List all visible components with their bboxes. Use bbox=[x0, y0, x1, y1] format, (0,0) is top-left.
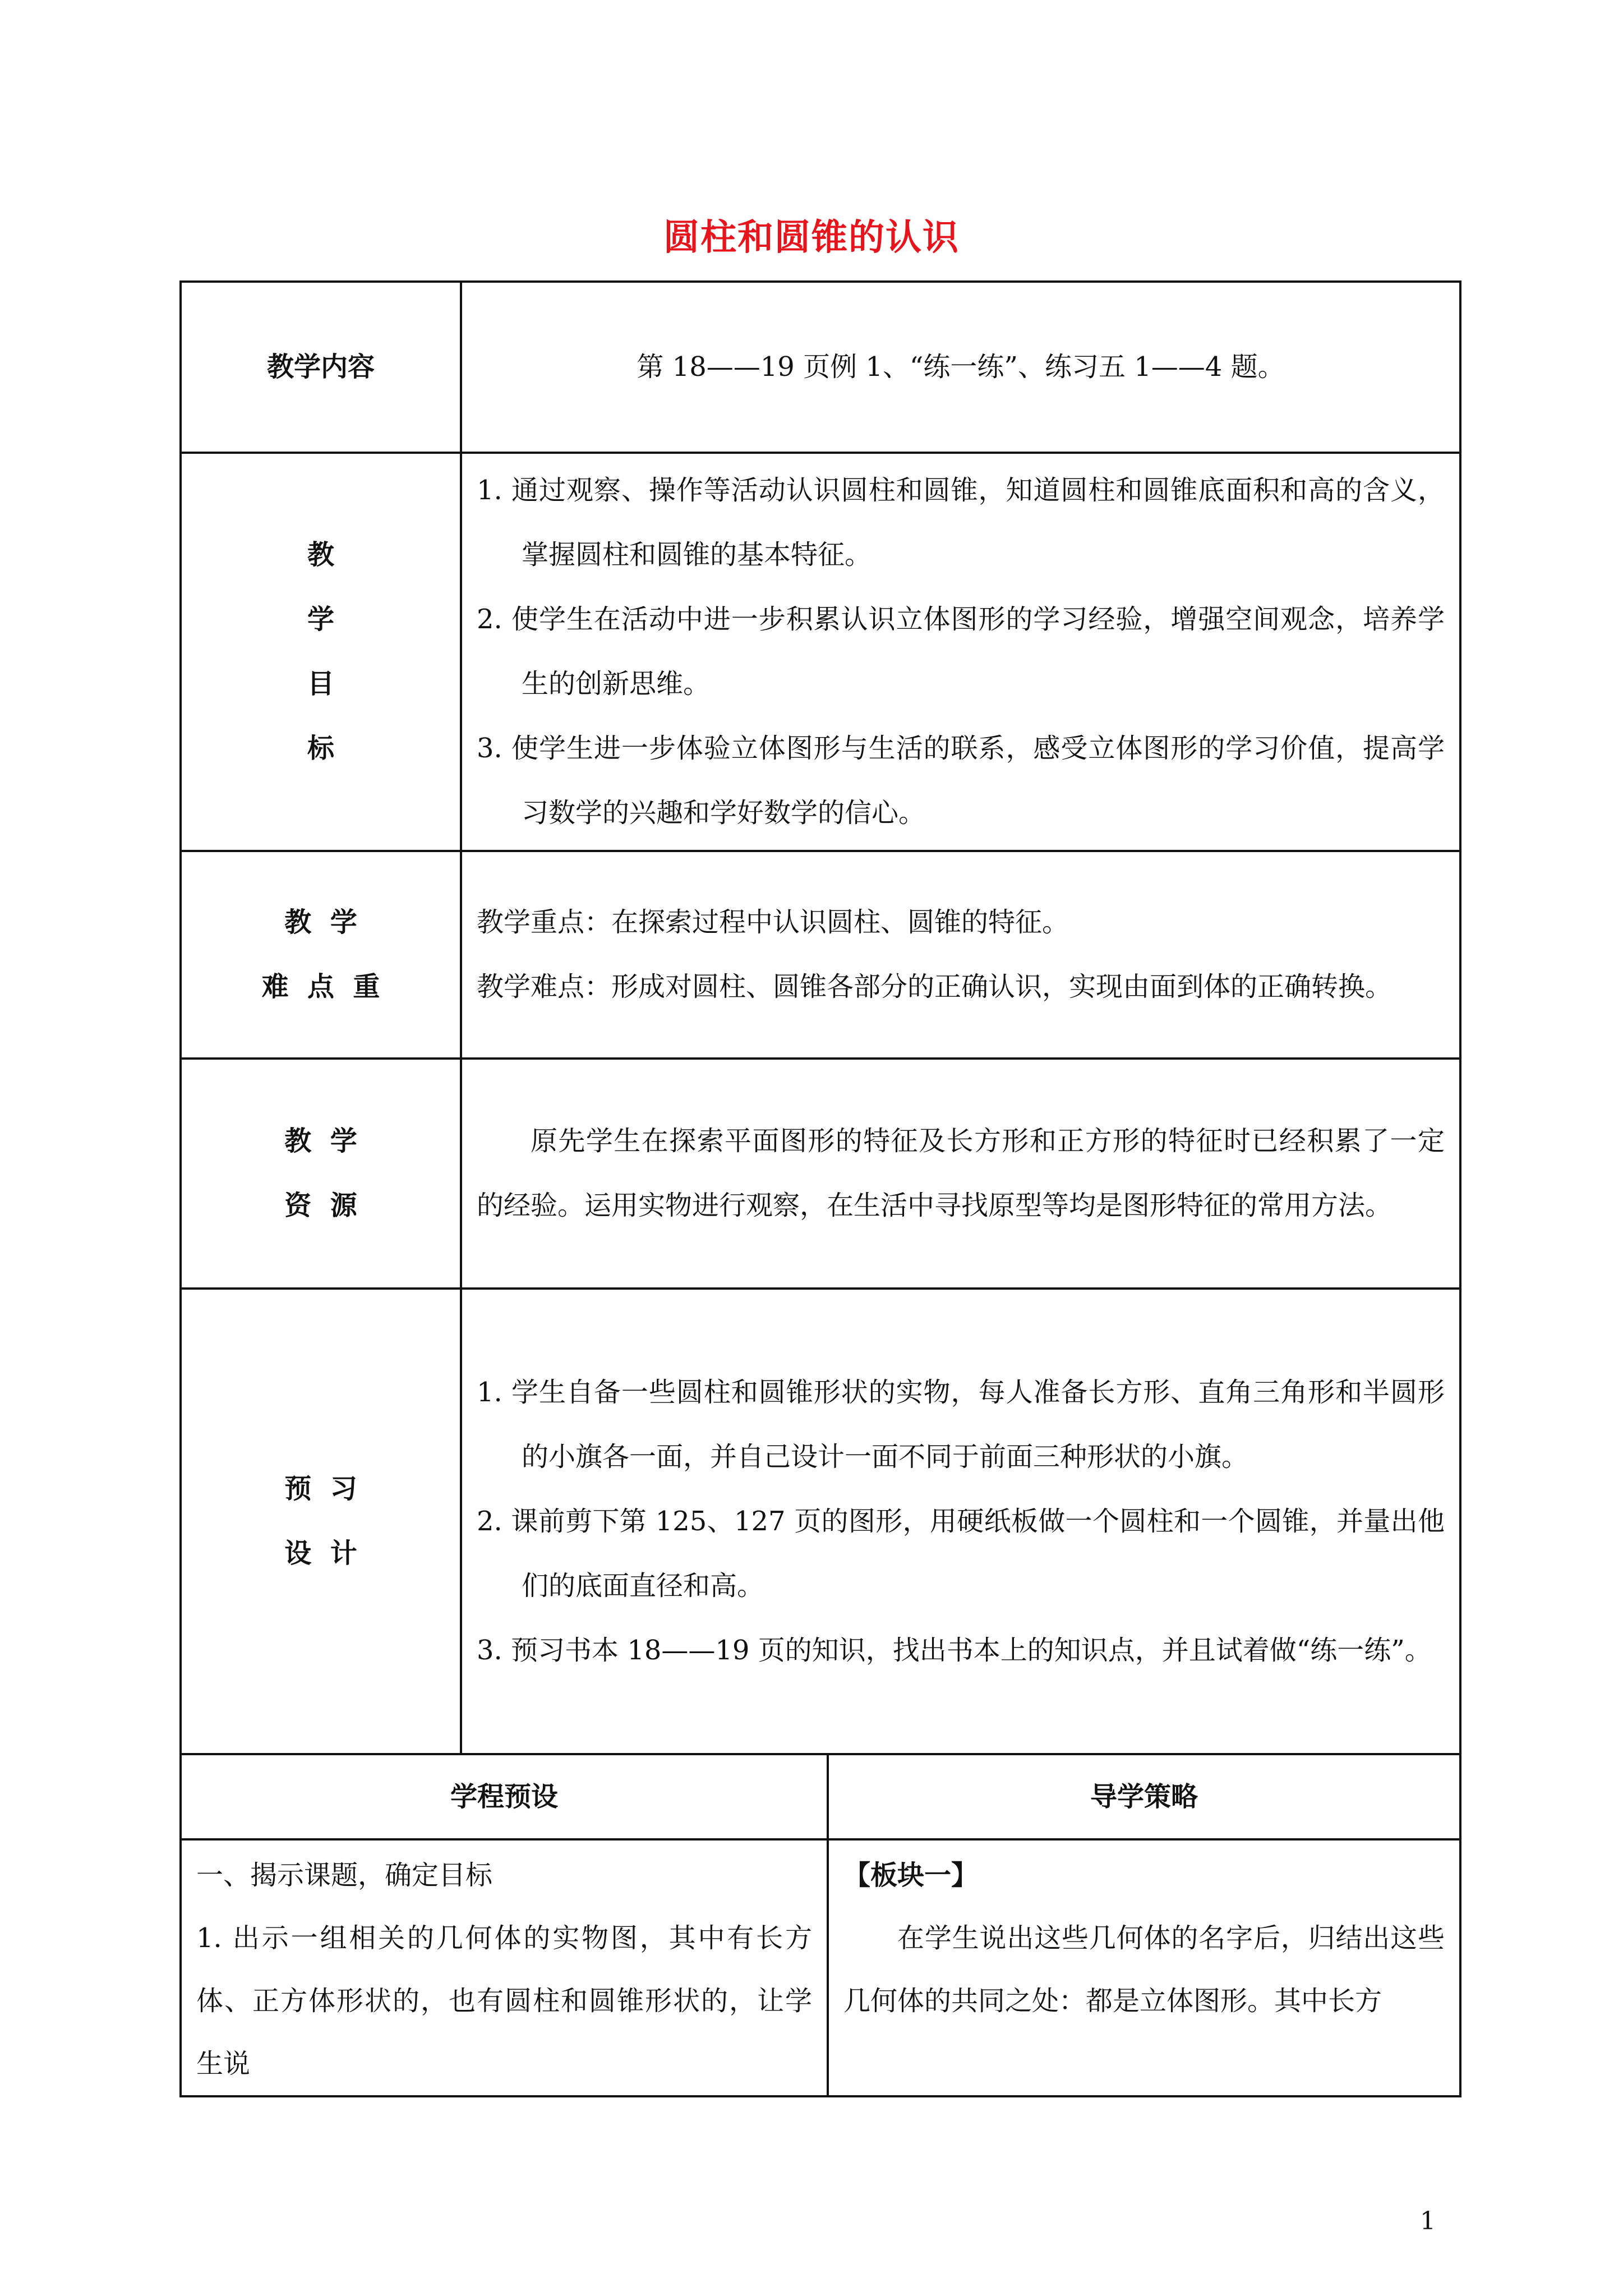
guidance-strategy-content: 【板块一】 在学生说出这些几何体的名字后，归结出这些几何体的共同之处：都是立体图形。其中长方 bbox=[828, 1839, 1460, 2096]
row-key-points bbox=[181, 851, 1460, 1059]
label-preview-design: 预 习 设 计 bbox=[181, 1289, 461, 1754]
guidance-strategy-header: 导学策略 bbox=[828, 1754, 1460, 1839]
goal-item: 2. 使学生在活动中进一步积累认识立体图形的学习经验，增强空间观念，培养学生的创新思维。 bbox=[477, 604, 1445, 700]
teaching-resources-text: 原先学生在探索平面图形的特征及长方形和正方形的特征时已经积累了一定的经验。运用实物进行观察，在生活中寻找原型等均是图形特征的常用方法。 bbox=[461, 1059, 1460, 1289]
learning-process-content: 一、揭示课题，确定目标 1. 出示一组相关的几何体的实物图，其中有长方体、正方体形状的，也有圆柱和圆锥形状的，让学生说 bbox=[181, 1839, 828, 2096]
label-teaching-resources: 教 学 资 源 bbox=[181, 1059, 461, 1289]
lesson-plan-table bbox=[179, 280, 1461, 2097]
key-point-line: 教学重点：在探索过程中认识圆柱、圆锥的特征。 bbox=[477, 907, 1069, 938]
difficulty-line: 教学难点：形成对圆柱、圆锥各部分的正确认识，实现由面到体的正确转换。 bbox=[477, 971, 1393, 1002]
key-points-text bbox=[461, 851, 1460, 1059]
page-number: 1 bbox=[1420, 2207, 1436, 2235]
document-title: 圆柱和圆锥的认识 bbox=[663, 217, 960, 259]
learning-process-header: 学程预设 bbox=[181, 1754, 828, 1839]
label-teaching-goals: 教 学 目 标 bbox=[181, 453, 461, 851]
preview-item: 3. 预习书本 18——19 页的知识，找出书本上的知识点，并且试着做“练一练”。 bbox=[477, 1634, 1432, 1666]
label-teaching-content: 教学内容 bbox=[181, 282, 461, 453]
label-key-points: 教 学 难 点 重 bbox=[181, 851, 461, 1059]
preview-design-list bbox=[461, 1289, 1460, 1754]
row-preview-design bbox=[181, 1289, 1460, 1754]
row-teaching-content bbox=[181, 282, 1460, 453]
goal-item: 3. 使学生进一步体验立体图形与生活的联系，感受立体图形的学习价值，提高学习数学的兴趣和学好数学的信心。 bbox=[477, 733, 1445, 829]
preview-item: 1. 学生自备一些圆柱和圆锥形状的实物，每人准备长方形、直角三角形和半圆形的小旗各一面，并自己设计一面不同于前面三种形状的小旗。 bbox=[477, 1376, 1445, 1473]
teaching-content-text: 第 18——19 页例 1、“练一练”、练习五 1——4 题。 bbox=[461, 282, 1460, 453]
row-process-headers bbox=[181, 1754, 1460, 1839]
row-process-content bbox=[181, 1839, 1460, 2096]
teaching-goals-list bbox=[461, 453, 1460, 851]
row-teaching-goals bbox=[181, 453, 1460, 851]
goal-item: 1. 通过观察、操作等活动认识圆柱和圆锥，知道圆柱和圆锥底面积和高的含义，掌握圆柱和圆锥的基本特征。 bbox=[477, 475, 1445, 570]
preview-item: 2. 课前剪下第 125、127 页的图形，用硬纸板做一个圆柱和一个圆锥，并量出他们的底面直径和高。 bbox=[477, 1505, 1445, 1602]
row-teaching-resources bbox=[181, 1059, 1460, 1289]
block-one-title: 【板块一】 bbox=[843, 1860, 979, 1891]
